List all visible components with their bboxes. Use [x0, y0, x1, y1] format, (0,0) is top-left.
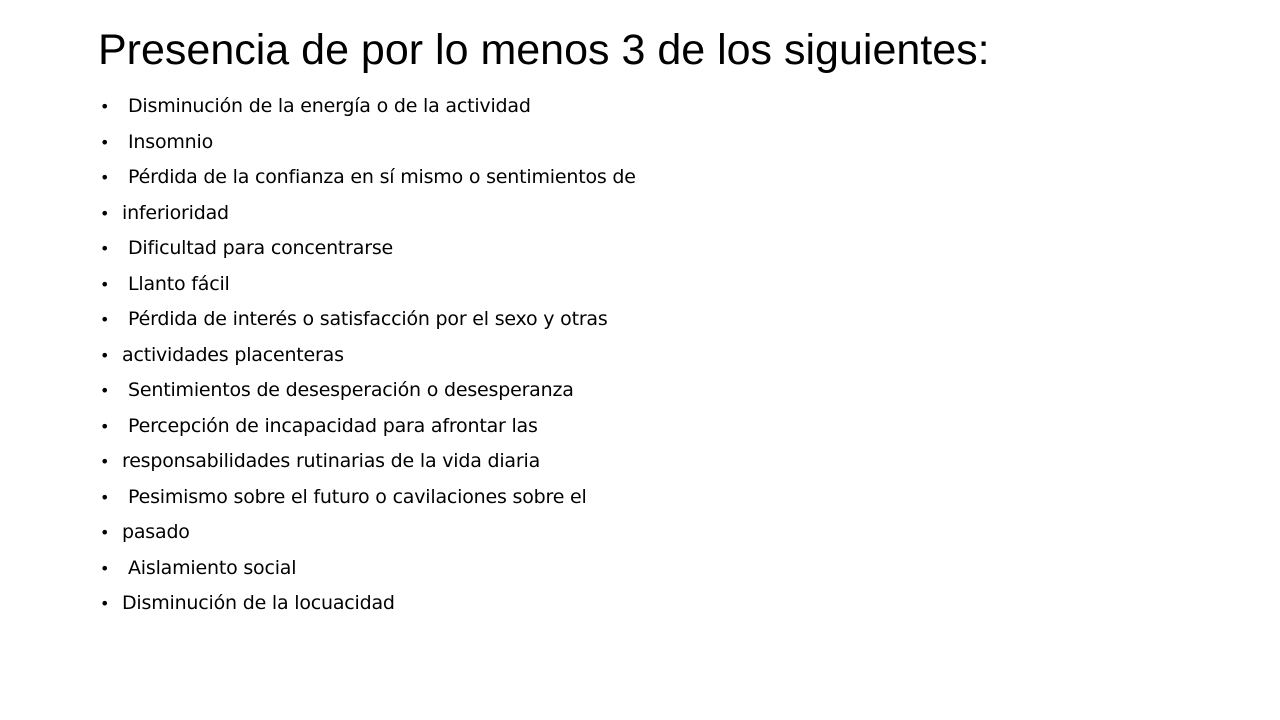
list-item-text: Sentimientos de desesperación o desesperanza: [128, 379, 574, 401]
bullet-icon: •: [100, 97, 110, 116]
bullet-icon: •: [100, 203, 110, 223]
list-item: [100, 586, 636, 622]
list-item-text: actividades placenteras: [122, 343, 344, 366]
list-item: [100, 480, 636, 516]
list-item: [100, 373, 636, 409]
list-item-text: Disminución de la locuacidad: [122, 592, 395, 614]
list-item-text: Pérdida de la confianza en sí mismo o sentimientos de: [128, 166, 636, 188]
bullet-icon: •: [100, 310, 110, 329]
bullet-icon: •: [100, 345, 110, 365]
bullet-icon: •: [100, 523, 110, 542]
list-item-text: Llanto fácil: [128, 272, 230, 295]
list-item-text: Percepción de incapacidad para afrontar las: [128, 414, 538, 437]
slide-title: Presencia de por lo menos 3 de los siguientes:: [98, 26, 990, 74]
bullet-icon: •: [100, 487, 110, 507]
list-item-text: Aislamiento social: [128, 556, 297, 579]
list-item: [100, 160, 636, 196]
list-item: [100, 231, 636, 267]
bullet-icon: •: [100, 594, 110, 613]
list-item-text: pasado: [122, 521, 190, 543]
list-item: [100, 302, 636, 338]
list-item-text: responsabilidades rutinarias de la vida diaria: [122, 450, 541, 472]
list-item: [100, 338, 636, 374]
bullet-icon: •: [100, 452, 110, 471]
bullet-icon: •: [100, 558, 110, 578]
list-item: [100, 125, 636, 161]
list-item: [100, 444, 636, 480]
list-item-text: inferioridad: [122, 201, 229, 224]
list-item-text: Disminución de la energía o de la actividad: [128, 95, 531, 117]
list-item-text: Pérdida de interés o satisfacción por el sexo y otras: [128, 308, 608, 330]
bullet-icon: •: [100, 381, 110, 400]
list-item: [100, 196, 636, 232]
list-item: [100, 515, 636, 551]
list-item-text: Pesimismo sobre el futuro o cavilaciones sobre el: [128, 485, 587, 508]
bullet-icon: •: [100, 239, 110, 258]
list-item-text: Dificultad para concentrarse: [128, 237, 394, 259]
bullet-icon: •: [100, 168, 110, 187]
bullet-icon: •: [100, 416, 110, 436]
list-item: [100, 409, 636, 445]
bullet-icon: •: [100, 274, 110, 294]
list-item: [100, 89, 636, 125]
bullet-icon: •: [100, 132, 110, 152]
list-item-text: Insomnio: [128, 130, 214, 153]
list-item: [100, 551, 636, 587]
list-item: [100, 267, 636, 303]
bullet-list: [100, 89, 636, 622]
